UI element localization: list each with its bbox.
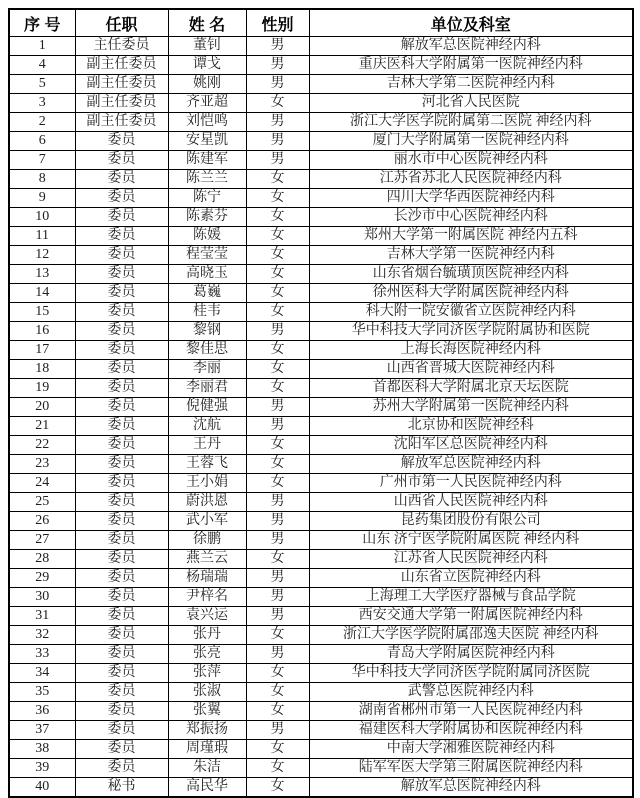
cell-unit: 广州市第一人民医院神经内科 — [309, 474, 633, 493]
cell-serial-number: 22 — [9, 436, 75, 455]
cell-position: 委员 — [75, 721, 168, 740]
cell-serial-number: 6 — [9, 132, 75, 151]
cell-unit: 上海理工大学医疗器械与食品学院 — [309, 588, 633, 607]
cell-gender: 男 — [246, 398, 309, 417]
cell-name: 张萍 — [168, 664, 246, 683]
cell-unit: 解放军总医院神经内科 — [309, 778, 633, 798]
cell-position: 委员 — [75, 474, 168, 493]
cell-name: 张亮 — [168, 645, 246, 664]
cell-position: 委员 — [75, 455, 168, 474]
cell-unit: 华中科技大学同济医学院附属同济医院 — [309, 664, 633, 683]
cell-serial-number: 39 — [9, 759, 75, 778]
cell-serial-number: 8 — [9, 170, 75, 189]
cell-unit: 丽水市中心医院神经内科 — [309, 151, 633, 170]
cell-serial-number: 30 — [9, 588, 75, 607]
cell-gender: 女 — [246, 455, 309, 474]
table-row — [9, 626, 633, 645]
cell-serial-number: 7 — [9, 151, 75, 170]
cell-unit: 昆药集团股份有限公司 — [309, 512, 633, 531]
cell-name: 郑振扬 — [168, 721, 246, 740]
cell-serial-number: 32 — [9, 626, 75, 645]
cell-position: 委员 — [75, 132, 168, 151]
cell-position: 委员 — [75, 303, 168, 322]
cell-gender: 女 — [246, 683, 309, 702]
cell-gender: 女 — [246, 626, 309, 645]
cell-unit: 沈阳军区总医院神经内科 — [309, 436, 633, 455]
cell-unit: 郑州大学第一附属医院 神经内五科 — [309, 227, 633, 246]
cell-gender: 男 — [246, 113, 309, 132]
cell-gender: 女 — [246, 341, 309, 360]
cell-serial-number: 20 — [9, 398, 75, 417]
cell-serial-number: 1 — [9, 37, 75, 56]
cell-unit: 长沙市中心医院神经内科 — [309, 208, 633, 227]
cell-serial-number: 31 — [9, 607, 75, 626]
cell-position: 委员 — [75, 151, 168, 170]
cell-gender: 男 — [246, 417, 309, 436]
cell-gender: 女 — [246, 284, 309, 303]
cell-unit: 河北省人民医院 — [309, 94, 633, 113]
cell-serial-number: 3 — [9, 94, 75, 113]
cell-position: 委员 — [75, 246, 168, 265]
cell-name: 尹梓名 — [168, 588, 246, 607]
cell-position: 委员 — [75, 341, 168, 360]
cell-gender: 男 — [246, 322, 309, 341]
header-unit: 单位及科室 — [309, 9, 633, 37]
table-row — [9, 360, 633, 379]
cell-unit: 山东省立医院神经内科 — [309, 569, 633, 588]
cell-position: 委员 — [75, 493, 168, 512]
cell-name: 陈宁 — [168, 189, 246, 208]
table-row — [9, 702, 633, 721]
cell-position: 委员 — [75, 607, 168, 626]
cell-position: 委员 — [75, 569, 168, 588]
cell-name: 陈建军 — [168, 151, 246, 170]
table-row — [9, 607, 633, 626]
cell-serial-number: 40 — [9, 778, 75, 798]
cell-name: 李丽君 — [168, 379, 246, 398]
table-row — [9, 113, 633, 132]
cell-serial-number: 38 — [9, 740, 75, 759]
cell-name: 黎钢 — [168, 322, 246, 341]
cell-position: 副主任委员 — [75, 75, 168, 94]
cell-gender: 女 — [246, 94, 309, 113]
cell-position: 委员 — [75, 531, 168, 550]
cell-unit: 江苏省人民医院神经内科 — [309, 550, 633, 569]
table-row — [9, 284, 633, 303]
committee-roster-table — [8, 8, 634, 798]
cell-unit: 浙江大学医学院附属邵逸夫医院 神经内科 — [309, 626, 633, 645]
table-row — [9, 75, 633, 94]
table-row — [9, 531, 633, 550]
cell-position: 副主任委员 — [75, 94, 168, 113]
table-row — [9, 151, 633, 170]
cell-gender: 女 — [246, 170, 309, 189]
cell-serial-number: 26 — [9, 512, 75, 531]
cell-gender: 女 — [246, 303, 309, 322]
cell-serial-number: 13 — [9, 265, 75, 284]
cell-position: 副主任委员 — [75, 56, 168, 75]
cell-name: 谭戈 — [168, 56, 246, 75]
cell-gender: 男 — [246, 75, 309, 94]
cell-position: 委员 — [75, 626, 168, 645]
cell-gender: 女 — [246, 436, 309, 455]
cell-gender: 女 — [246, 550, 309, 569]
cell-gender: 男 — [246, 531, 309, 550]
cell-name: 王小娟 — [168, 474, 246, 493]
cell-name: 李丽 — [168, 360, 246, 379]
table-row — [9, 645, 633, 664]
cell-unit: 青岛大学附属医院神经内科 — [309, 645, 633, 664]
cell-unit: 浙江大学医学院附属第二医院 神经内科 — [309, 113, 633, 132]
cell-position: 委员 — [75, 322, 168, 341]
cell-serial-number: 19 — [9, 379, 75, 398]
cell-unit: 湖南省郴州市第一人民医院神经内科 — [309, 702, 633, 721]
table-row — [9, 341, 633, 360]
cell-name: 刘恺鸣 — [168, 113, 246, 132]
cell-name: 王蓉飞 — [168, 455, 246, 474]
table-row — [9, 132, 633, 151]
cell-serial-number: 33 — [9, 645, 75, 664]
cell-serial-number: 16 — [9, 322, 75, 341]
cell-position: 委员 — [75, 360, 168, 379]
cell-name: 周瑾瑕 — [168, 740, 246, 759]
cell-serial-number: 34 — [9, 664, 75, 683]
cell-name: 陈兰兰 — [168, 170, 246, 189]
cell-name: 程莹莹 — [168, 246, 246, 265]
cell-unit: 武警总医院神经内科 — [309, 683, 633, 702]
cell-name: 安星凯 — [168, 132, 246, 151]
cell-unit: 科大附一院安徽省立医院神经内科 — [309, 303, 633, 322]
cell-name: 张丹 — [168, 626, 246, 645]
cell-gender: 女 — [246, 474, 309, 493]
cell-name: 陈媛 — [168, 227, 246, 246]
cell-gender: 女 — [246, 208, 309, 227]
cell-gender: 女 — [246, 189, 309, 208]
cell-serial-number: 25 — [9, 493, 75, 512]
cell-name: 杨瑞瑞 — [168, 569, 246, 588]
cell-serial-number: 14 — [9, 284, 75, 303]
table-header — [9, 9, 633, 37]
cell-unit: 陆军军医大学第三附属医院神经内科 — [309, 759, 633, 778]
cell-unit: 中南大学湘雅医院神经内科 — [309, 740, 633, 759]
cell-position: 委员 — [75, 740, 168, 759]
cell-unit: 江苏省苏北人民医院神经内科 — [309, 170, 633, 189]
cell-unit: 徐州医科大学附属医院神经内科 — [309, 284, 633, 303]
table-row — [9, 550, 633, 569]
table-row — [9, 417, 633, 436]
cell-position: 委员 — [75, 265, 168, 284]
cell-gender: 女 — [246, 702, 309, 721]
table-row — [9, 474, 633, 493]
cell-serial-number: 18 — [9, 360, 75, 379]
table-header-row — [9, 9, 633, 37]
cell-gender: 男 — [246, 493, 309, 512]
cell-serial-number: 11 — [9, 227, 75, 246]
table-body — [9, 37, 633, 798]
cell-serial-number: 5 — [9, 75, 75, 94]
cell-gender: 男 — [246, 588, 309, 607]
cell-unit: 解放军总医院神经内科 — [309, 455, 633, 474]
cell-position: 委员 — [75, 436, 168, 455]
cell-position: 委员 — [75, 227, 168, 246]
cell-name: 葛巍 — [168, 284, 246, 303]
cell-name: 倪健强 — [168, 398, 246, 417]
table-row — [9, 759, 633, 778]
cell-position: 委员 — [75, 550, 168, 569]
table-row — [9, 379, 633, 398]
header-name: 姓 名 — [168, 9, 246, 37]
cell-name: 高晓玉 — [168, 265, 246, 284]
cell-name: 袁兴运 — [168, 607, 246, 626]
table-row — [9, 303, 633, 322]
cell-serial-number: 23 — [9, 455, 75, 474]
cell-position: 秘书 — [75, 778, 168, 798]
cell-position: 委员 — [75, 398, 168, 417]
table-row — [9, 664, 633, 683]
cell-serial-number: 24 — [9, 474, 75, 493]
table-row — [9, 588, 633, 607]
cell-position: 委员 — [75, 759, 168, 778]
table-row — [9, 569, 633, 588]
cell-unit: 首都医科大学附属北京天坛医院 — [309, 379, 633, 398]
cell-serial-number: 4 — [9, 56, 75, 75]
cell-gender: 女 — [246, 379, 309, 398]
table-row — [9, 778, 633, 798]
cell-unit: 苏州大学附属第一医院神经内科 — [309, 398, 633, 417]
cell-gender: 女 — [246, 265, 309, 284]
header-serial-number: 序 号 — [9, 9, 75, 37]
cell-position: 委员 — [75, 284, 168, 303]
table-row — [9, 493, 633, 512]
cell-position: 委员 — [75, 170, 168, 189]
header-position: 任职 — [75, 9, 168, 37]
table-row — [9, 436, 633, 455]
cell-position: 委员 — [75, 379, 168, 398]
cell-gender: 男 — [246, 512, 309, 531]
table-row — [9, 512, 633, 531]
cell-name: 黎佳思 — [168, 341, 246, 360]
table-row — [9, 721, 633, 740]
cell-position: 委员 — [75, 683, 168, 702]
cell-unit: 福建医科大学附属协和医院神经内科 — [309, 721, 633, 740]
cell-gender: 女 — [246, 227, 309, 246]
cell-name: 董钊 — [168, 37, 246, 56]
cell-position: 委员 — [75, 702, 168, 721]
table-row — [9, 683, 633, 702]
cell-serial-number: 28 — [9, 550, 75, 569]
cell-unit: 重庆医科大学附属第一医院神经内科 — [309, 56, 633, 75]
cell-name: 燕兰云 — [168, 550, 246, 569]
cell-gender: 女 — [246, 664, 309, 683]
table-row — [9, 170, 633, 189]
cell-gender: 女 — [246, 740, 309, 759]
cell-name: 张淑 — [168, 683, 246, 702]
cell-gender: 男 — [246, 569, 309, 588]
table-row — [9, 208, 633, 227]
cell-unit: 厦门大学附属第一医院神经内科 — [309, 132, 633, 151]
cell-unit: 华中科技大学同济医学院附属协和医院 — [309, 322, 633, 341]
table-row — [9, 227, 633, 246]
cell-name: 蔚洪恩 — [168, 493, 246, 512]
cell-position: 副主任委员 — [75, 113, 168, 132]
cell-gender: 女 — [246, 778, 309, 798]
cell-serial-number: 2 — [9, 113, 75, 132]
cell-gender: 男 — [246, 56, 309, 75]
cell-unit: 吉林大学第二医院神经内科 — [309, 75, 633, 94]
cell-gender: 男 — [246, 645, 309, 664]
cell-gender: 女 — [246, 246, 309, 265]
cell-serial-number: 21 — [9, 417, 75, 436]
table-row — [9, 398, 633, 417]
cell-gender: 女 — [246, 360, 309, 379]
cell-position: 委员 — [75, 645, 168, 664]
cell-unit: 上海长海医院神经内科 — [309, 341, 633, 360]
cell-name: 朱洁 — [168, 759, 246, 778]
cell-name: 陈素芬 — [168, 208, 246, 227]
cell-position: 委员 — [75, 512, 168, 531]
cell-serial-number: 9 — [9, 189, 75, 208]
table-row — [9, 246, 633, 265]
table-row — [9, 189, 633, 208]
cell-position: 委员 — [75, 189, 168, 208]
cell-unit: 解放军总医院神经内科 — [309, 37, 633, 56]
cell-serial-number: 10 — [9, 208, 75, 227]
table-row — [9, 740, 633, 759]
cell-serial-number: 12 — [9, 246, 75, 265]
cell-name: 齐亚超 — [168, 94, 246, 113]
cell-name: 徐鹏 — [168, 531, 246, 550]
cell-name: 桂韦 — [168, 303, 246, 322]
cell-position: 主任委员 — [75, 37, 168, 56]
cell-name: 高民华 — [168, 778, 246, 798]
cell-serial-number: 36 — [9, 702, 75, 721]
cell-serial-number: 17 — [9, 341, 75, 360]
cell-gender: 女 — [246, 759, 309, 778]
cell-serial-number: 15 — [9, 303, 75, 322]
table-row — [9, 455, 633, 474]
cell-gender: 男 — [246, 151, 309, 170]
cell-unit: 吉林大学第一医院神经内科 — [309, 246, 633, 265]
cell-position: 委员 — [75, 664, 168, 683]
cell-name: 张翼 — [168, 702, 246, 721]
cell-serial-number: 37 — [9, 721, 75, 740]
cell-unit: 北京协和医院神经科 — [309, 417, 633, 436]
cell-unit: 山西省人民医院神经内科 — [309, 493, 633, 512]
cell-position: 委员 — [75, 208, 168, 227]
cell-unit: 山西省晋城大医院神经内科 — [309, 360, 633, 379]
cell-name: 王丹 — [168, 436, 246, 455]
cell-serial-number: 29 — [9, 569, 75, 588]
table-row — [9, 265, 633, 284]
table-row — [9, 37, 633, 56]
cell-gender: 男 — [246, 37, 309, 56]
cell-unit: 山东 济宁医学院附属医院 神经内科 — [309, 531, 633, 550]
cell-gender: 男 — [246, 721, 309, 740]
table-row — [9, 56, 633, 75]
cell-serial-number: 35 — [9, 683, 75, 702]
header-gender: 性别 — [246, 9, 309, 37]
cell-position: 委员 — [75, 588, 168, 607]
cell-gender: 男 — [246, 607, 309, 626]
cell-name: 武小军 — [168, 512, 246, 531]
cell-gender: 男 — [246, 132, 309, 151]
cell-unit: 山东省烟台毓璜顶医院神经内科 — [309, 265, 633, 284]
cell-serial-number: 27 — [9, 531, 75, 550]
cell-unit: 四川大学华西医院神经内科 — [309, 189, 633, 208]
cell-position: 委员 — [75, 417, 168, 436]
table-row — [9, 322, 633, 341]
cell-name: 姚刚 — [168, 75, 246, 94]
cell-name: 沈航 — [168, 417, 246, 436]
table-row — [9, 94, 633, 113]
cell-unit: 西安交通大学第一附属医院神经内科 — [309, 607, 633, 626]
